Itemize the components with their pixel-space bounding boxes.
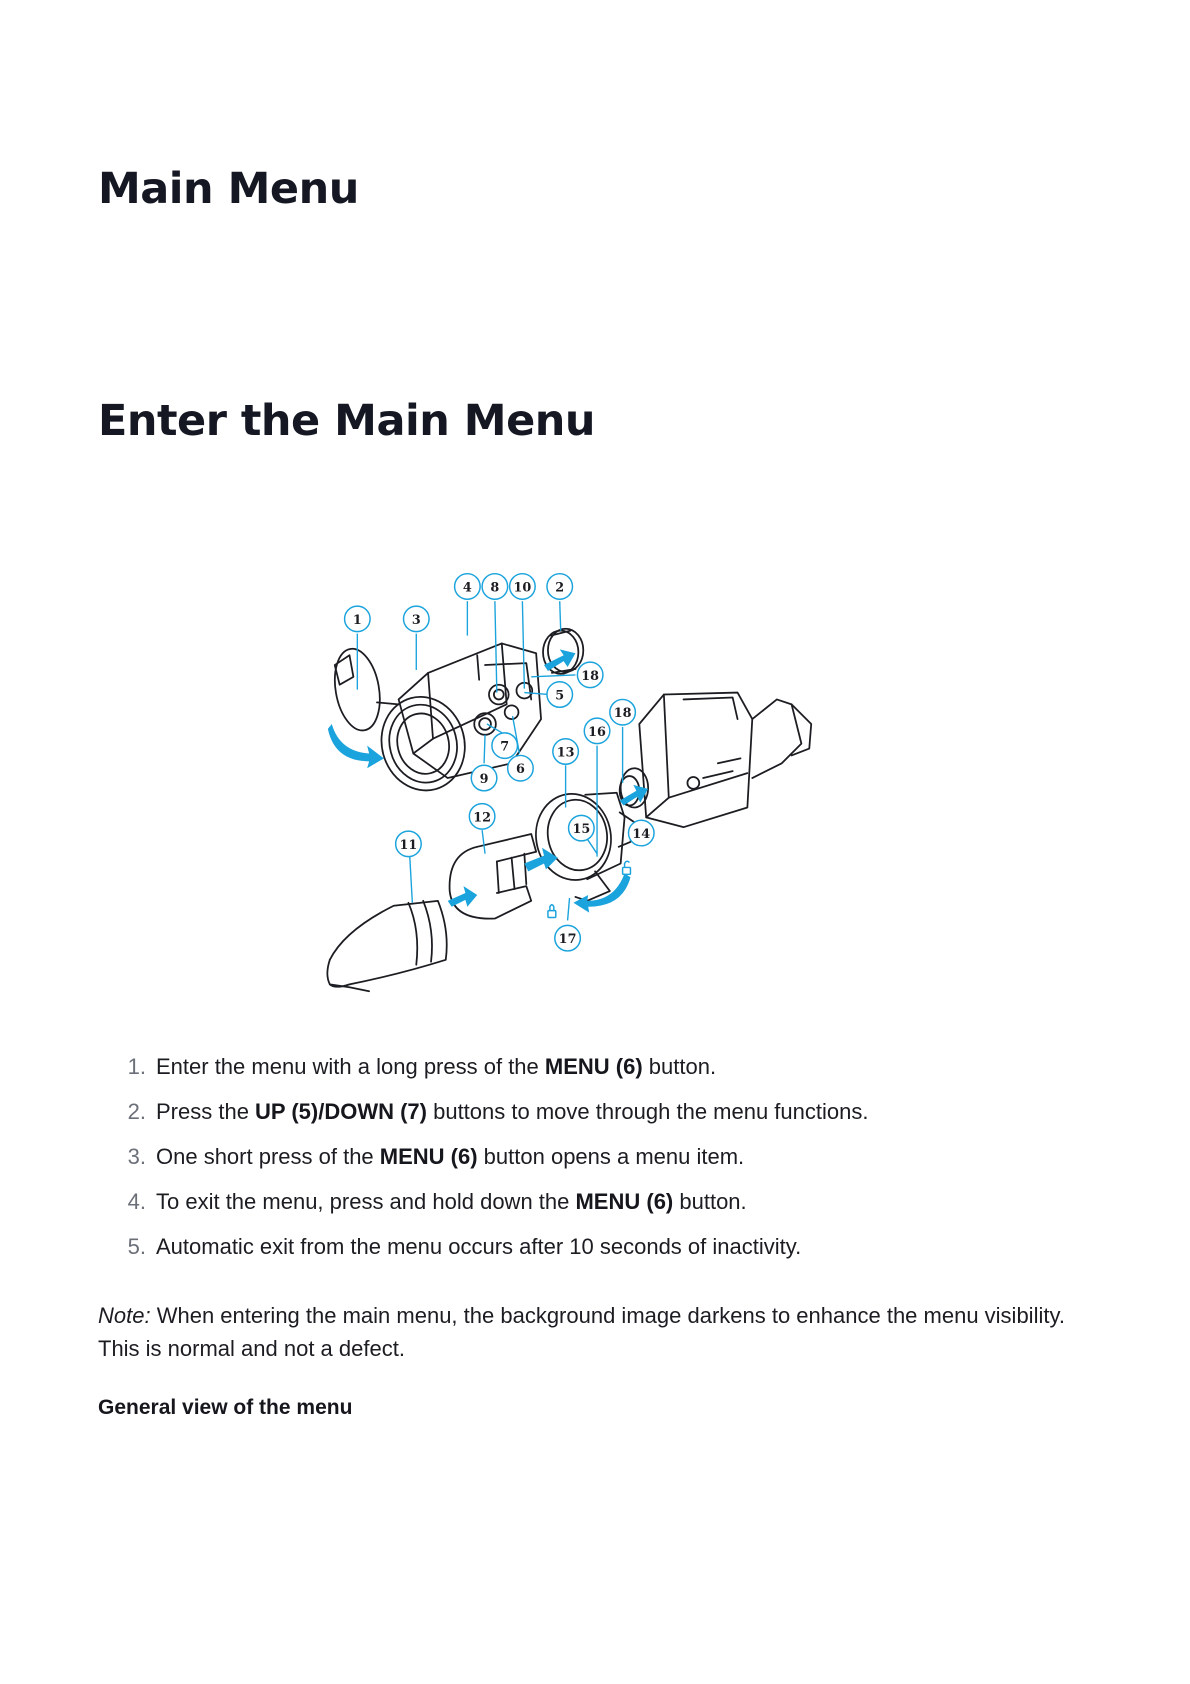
callout-14 [628, 820, 654, 846]
step-number: 5. [127, 1234, 146, 1259]
svg-text:4: 4 [462, 580, 472, 596]
callout-9 [471, 765, 497, 791]
svg-text:1: 1 [352, 612, 362, 628]
callout-4 [455, 574, 481, 600]
callout-18 [577, 662, 603, 688]
svg-text:8: 8 [490, 580, 500, 596]
list-item: 2. Press the UP (5)/DOWN (7) buttons to move through the menu functions. [98, 1097, 1098, 1142]
list-item: 4. To exit the menu, press and hold down the MENU (6) button. [98, 1187, 1098, 1232]
note-label: Note: [98, 1303, 151, 1328]
callout-3 [404, 606, 430, 632]
page-title: Main Menu [98, 164, 359, 214]
callout-2 [547, 574, 573, 600]
riflescope [327, 901, 446, 991]
list-item: 5. Automatic exit from the menu occurs after 10 seconds of inactivity. [98, 1232, 1098, 1277]
svg-text:17: 17 [558, 932, 577, 948]
step-number: 3. [127, 1144, 146, 1169]
svg-text:11: 11 [399, 837, 418, 853]
callout-7 [492, 733, 518, 759]
callout-12 [469, 804, 495, 830]
adapter-ring [529, 788, 634, 901]
svg-text:3: 3 [411, 612, 421, 628]
step-number: 4. [127, 1189, 146, 1214]
svg-text:9: 9 [479, 771, 489, 787]
svg-text:14: 14 [632, 826, 651, 842]
svg-text:12: 12 [473, 810, 491, 826]
tape-strip [450, 834, 537, 919]
list-item: 3. One short press of the MENU (6) button opens a menu item. [98, 1142, 1098, 1187]
svg-text:16: 16 [588, 724, 606, 740]
button-reference: UP (5)/DOWN (7) [255, 1099, 427, 1124]
list-item: 1. Enter the menu with a long press of the MENU (6) button. [98, 1052, 1098, 1097]
svg-text:10: 10 [513, 580, 532, 596]
svg-text:13: 13 [556, 745, 575, 761]
svg-text:2: 2 [555, 580, 565, 596]
svg-text:7: 7 [500, 739, 510, 755]
main-device-body [329, 629, 583, 800]
callout-10 [510, 574, 536, 600]
svg-text:6: 6 [515, 762, 525, 778]
note-paragraph [98, 1299, 1078, 1365]
button-reference: MENU (6) [379, 1144, 478, 1169]
callout-5 [547, 682, 573, 708]
callout-17 [555, 925, 581, 951]
button-reference: MENU (6) [575, 1189, 674, 1214]
callout-6 [508, 755, 534, 781]
instruction-list [98, 1052, 1098, 1277]
step-number: 2. [127, 1099, 146, 1124]
svg-text:5: 5 [555, 688, 565, 704]
callout-16 [584, 718, 610, 744]
note-text: When entering the main menu, the background image darkens to enhance the menu visibility. This is normal and not a defect. [98, 1303, 1065, 1361]
callout-8 [482, 574, 508, 600]
step-number: 1. [127, 1054, 146, 1079]
svg-text:15: 15 [572, 822, 591, 838]
callout-13 [553, 739, 579, 765]
button-reference: MENU (6) [544, 1054, 643, 1079]
device-assembly-diagram [320, 545, 880, 1015]
callout-15 [569, 815, 595, 841]
menu-view-subheading: General view of the menu [98, 1396, 353, 1419]
svg-text:18: 18 [581, 668, 600, 684]
section-title: Enter the Main Menu [98, 396, 595, 446]
callout-18 [610, 699, 636, 725]
callout-11 [396, 831, 422, 857]
eyepiece-unit [620, 693, 812, 828]
callout-1 [345, 606, 371, 632]
svg-text:18: 18 [613, 706, 632, 722]
